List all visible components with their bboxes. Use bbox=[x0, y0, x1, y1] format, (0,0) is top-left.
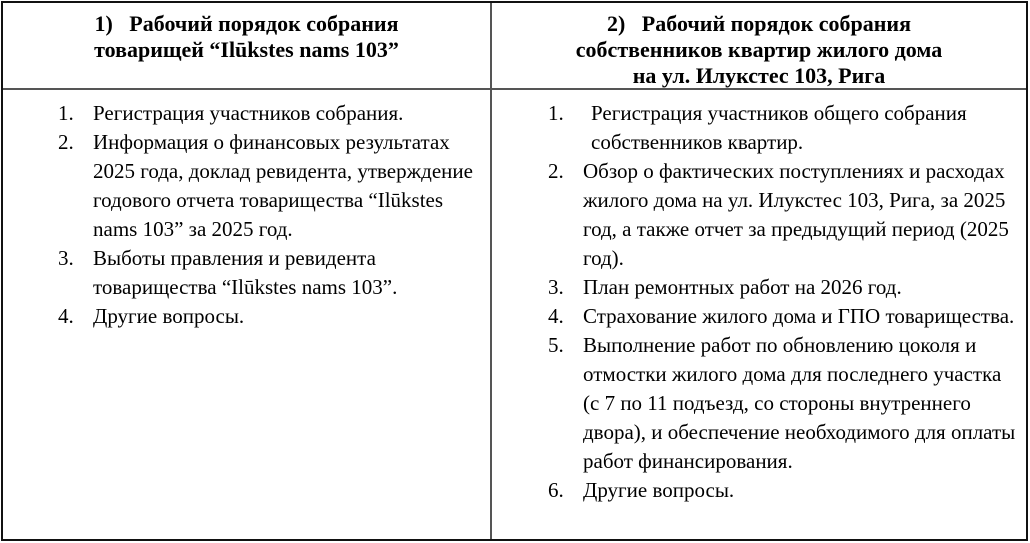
list-item bbox=[58, 302, 482, 331]
list-item-number: 2. bbox=[58, 130, 74, 154]
list-item-number: 6. bbox=[548, 478, 564, 502]
agenda-body-left bbox=[3, 90, 492, 539]
list-item bbox=[58, 244, 482, 302]
list-item-text: Страхование жилого дома и ГПО товарищества. bbox=[583, 304, 1015, 328]
header-line: 1) Рабочий порядок собрания bbox=[94, 11, 399, 36]
list-item-number: 2. bbox=[548, 159, 564, 183]
list-item bbox=[548, 331, 1018, 476]
list-item bbox=[548, 99, 1018, 157]
list-item-number: 3. bbox=[58, 246, 74, 270]
list-item bbox=[548, 476, 1018, 505]
list-item-text: Регистрация участников собрания. bbox=[93, 101, 404, 125]
list-item-number: 1. bbox=[548, 101, 564, 125]
header-line: 2) Рабочий порядок собрания bbox=[606, 11, 912, 36]
agenda-header-right bbox=[492, 3, 1026, 90]
header-line: собственников квартир жилого дома bbox=[575, 37, 943, 62]
list-item bbox=[548, 302, 1018, 331]
agenda-table bbox=[1, 1, 1028, 541]
list-item-text: Другие вопросы. bbox=[583, 478, 735, 502]
agenda-header-left bbox=[3, 3, 492, 90]
list-item-number: 4. bbox=[58, 304, 74, 328]
list-item-number: 3. bbox=[548, 275, 564, 299]
header-line: на ул. Илукстес 103, Рига bbox=[632, 63, 886, 88]
list-item-text: Информация о финансовых результатах 2025 года, доклад ревидента, утверждение годового отчета товарищества “Ilūkstes nams 103” за 2025 год. bbox=[93, 130, 473, 241]
list-item-number: 1. bbox=[58, 101, 74, 125]
list-item-text: Обзор о фактических поступлениях и расходах жилого дома на ул. Илукстес 103, Рига, за 2025 год, а также отчет за предыдущий период (2025 год). bbox=[583, 159, 1009, 270]
header-line: товарищей “Ilūkstes nams 103” bbox=[94, 37, 399, 62]
list-item bbox=[548, 157, 1018, 273]
list-item-number: 4. bbox=[548, 304, 564, 328]
list-item-text: Выботы правления и ревидента товарищества “Ilūkstes nams 103”. bbox=[93, 246, 398, 299]
list-item-text: Выполнение работ по обновлению цоколя и отмостки жилого дома для последнего участка (с 7 по 11 подъезд, со стороны внутреннего двора), и обеспечение необходимого для оплаты работ финансирования. bbox=[583, 333, 1016, 473]
list-item bbox=[58, 99, 482, 128]
list-item-text: Другие вопросы. bbox=[93, 304, 245, 328]
list-item bbox=[58, 128, 482, 244]
list-item-number: 5. bbox=[548, 333, 564, 357]
list-item bbox=[548, 273, 1018, 302]
agenda-body-right bbox=[492, 90, 1026, 539]
list-item-text: Регистрация участников общего собрания собственников квартир. bbox=[591, 101, 967, 154]
list-item-text: План ремонтных работ на 2026 год. bbox=[583, 275, 902, 299]
